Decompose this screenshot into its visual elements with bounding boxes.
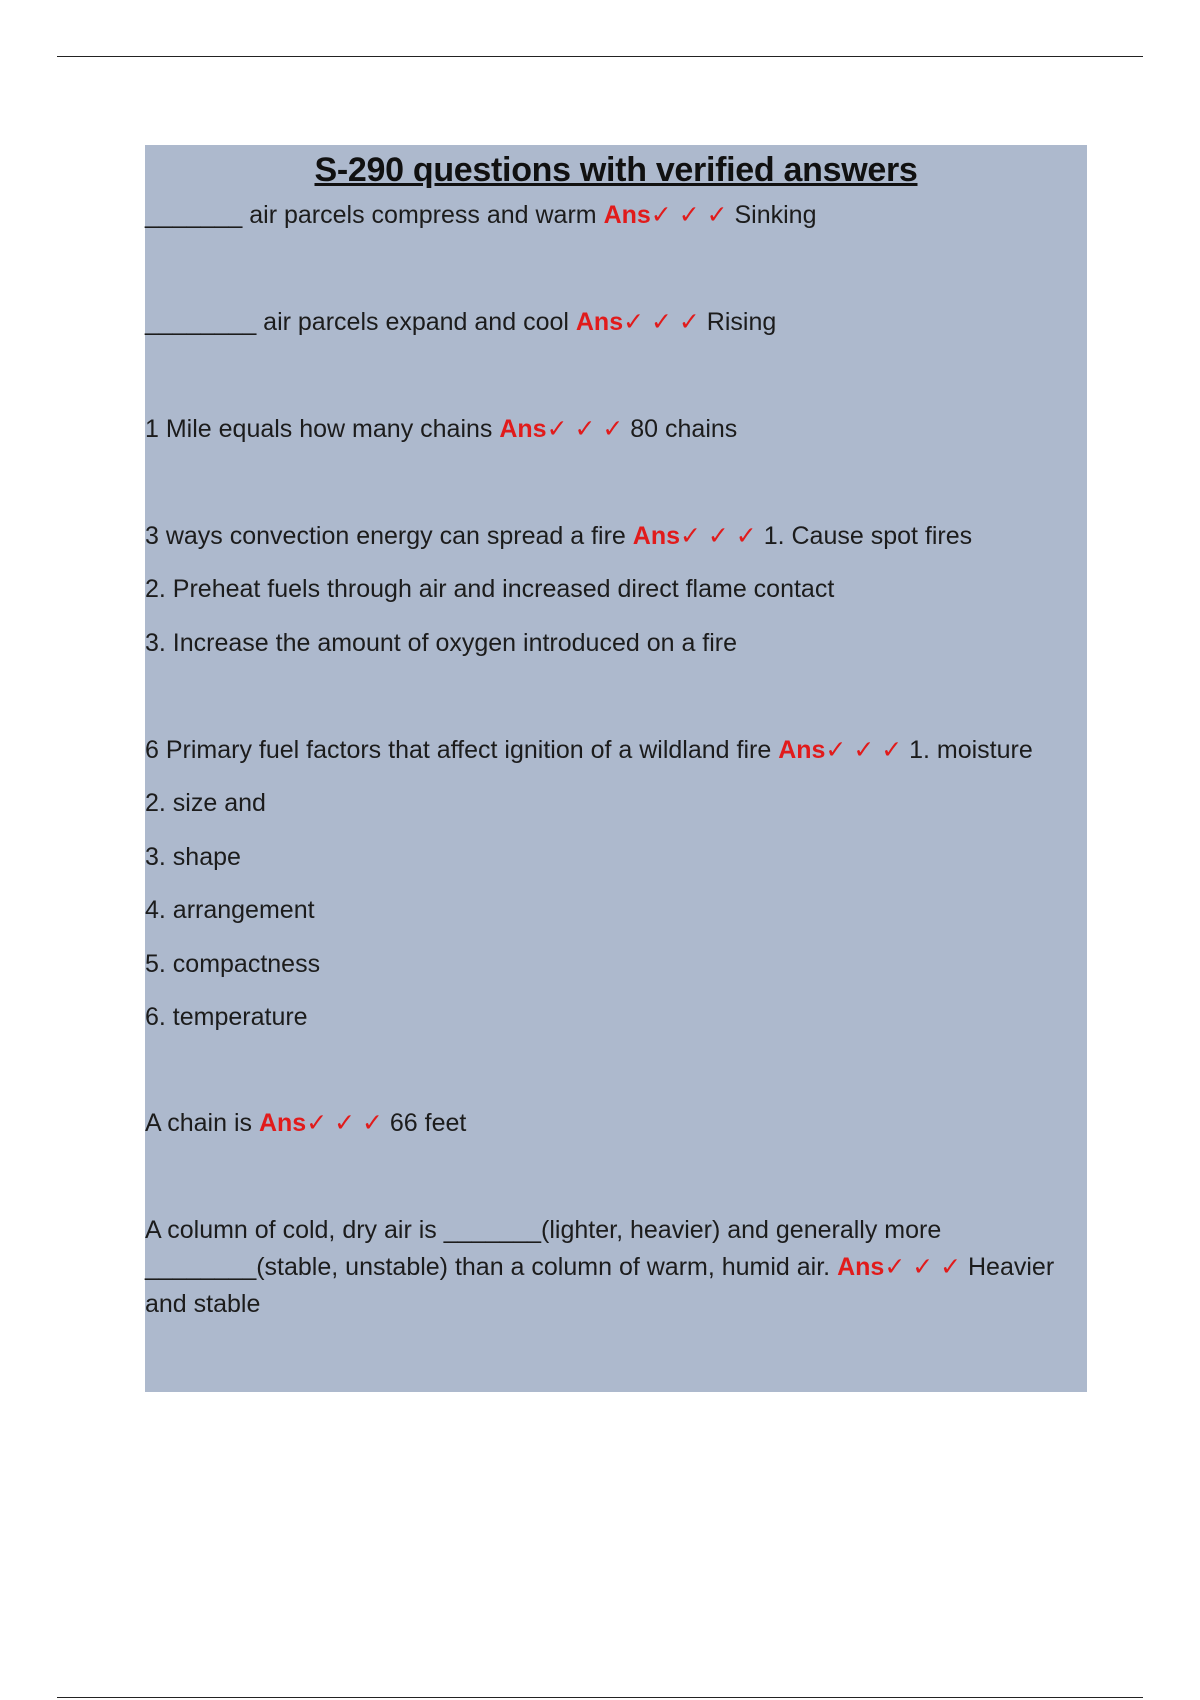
list-item: 2. Preheat fuels through air and increased direct flame contact [145, 575, 835, 603]
answer-text: 1. moisture [902, 736, 1033, 764]
ans-label: Ans [632, 522, 681, 550]
ans-label: Ans [499, 415, 547, 443]
qa-item [145, 1105, 466, 1141]
list-item: 6. temperature [145, 1003, 308, 1031]
qa-item [145, 197, 816, 233]
page-title: S-290 questions with verified answers [314, 151, 918, 189]
qa-item [145, 732, 1033, 768]
ans-label: Ans [778, 736, 826, 764]
list-item: 2. size and [145, 789, 266, 817]
question-text: 6 Primary fuel factors that affect ignition of a wildland fire [145, 736, 779, 764]
answer-text: Heavier and stable [145, 1253, 1055, 1318]
question-text: A column of cold, dry air is _______(lighter, heavier) and generally more ________(stable, unstable) than a column of warm, humid air. [145, 1216, 942, 1281]
ans-label: Ans [575, 308, 624, 336]
list-item: 5. compactness [145, 950, 321, 978]
footer-rule [57, 1697, 1143, 1698]
ans-label: Ans [837, 1253, 885, 1281]
qa-item [145, 304, 776, 340]
qa-item [145, 518, 972, 554]
question-text: ________ air parcels expand and cool [145, 308, 576, 336]
check-icon: ✓ ✓ ✓ [623, 308, 700, 336]
qa-item [145, 1212, 1085, 1323]
header-rule [57, 56, 1143, 57]
question-text: 3 ways convection energy can spread a fire [145, 522, 633, 550]
ans-label: Ans [258, 1109, 307, 1137]
document-panel [145, 145, 1087, 1392]
check-icon: ✓ ✓ ✓ [884, 1253, 962, 1281]
check-icon: ✓ ✓ ✓ [546, 415, 624, 443]
list-item: 3. Increase the amount of oxygen introduced on a fire [145, 629, 738, 657]
check-icon: ✓ ✓ ✓ [825, 736, 903, 764]
check-icon: ✓ ✓ ✓ [306, 1109, 383, 1137]
answer-text: 1. Cause spot fires [756, 522, 973, 550]
answer-text: 66 feet [382, 1109, 467, 1137]
question-text: A chain is [145, 1109, 259, 1137]
question-text: 1 Mile equals how many chains [145, 415, 500, 443]
ans-label: Ans [603, 201, 651, 229]
check-icon: ✓ ✓ ✓ [650, 201, 728, 229]
answer-text: 80 chains [623, 415, 738, 443]
qa-item [145, 411, 737, 447]
question-text: _______ air parcels compress and warm [145, 201, 604, 229]
answer-text: Sinking [727, 201, 817, 229]
list-item: 4. arrangement [145, 896, 315, 924]
list-item: 3. shape [145, 843, 241, 871]
check-icon: ✓ ✓ ✓ [680, 522, 757, 550]
answer-text: Rising [699, 308, 777, 336]
